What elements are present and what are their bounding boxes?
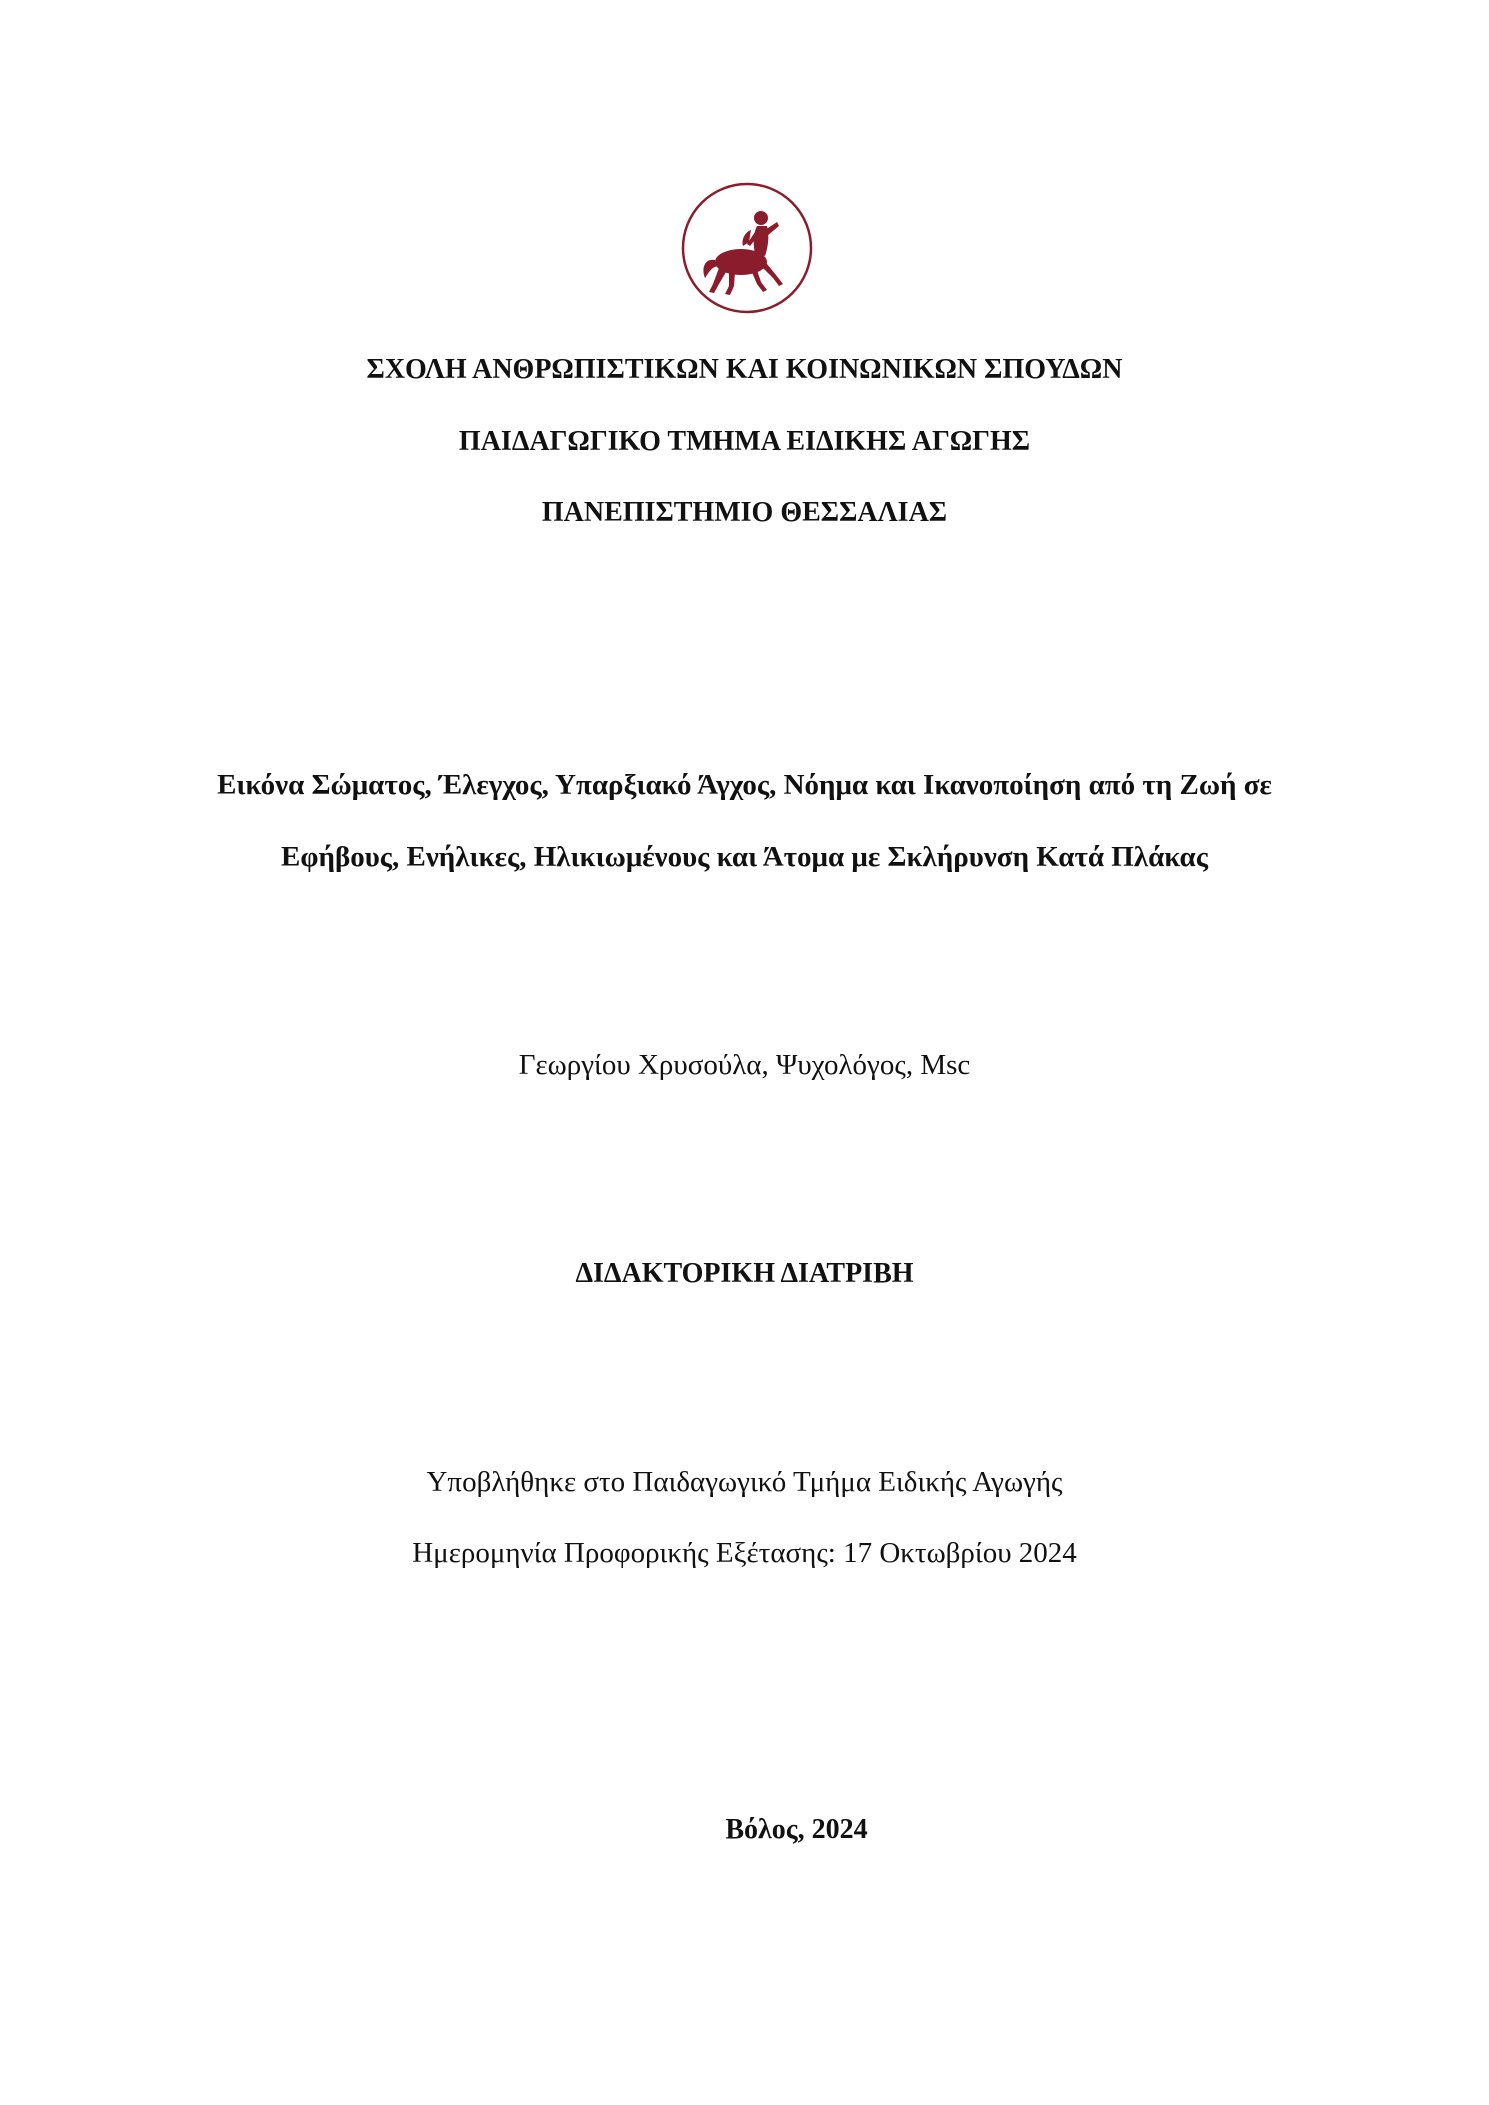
school-name: ΣΧΟΛΗ ΑΝΘΡΩΠΙΣΤΙΚΩΝ ΚΑΙ ΚΟΙΝΩΝΙΚΩΝ ΣΠΟΥΔΩΝ [366, 354, 1123, 385]
author-line: Γεωργίου Χρυσούλα, Ψυχολόγος, Msc [518, 1049, 971, 1081]
thesis-type: ΔΙΔΑΚΤΟΡΙΚΗ ΔΙΑΤΡΙΒΗ [575, 1258, 914, 1289]
place-year-line: Βόλος, 2024 [725, 1814, 868, 1845]
submitted-to-line: Υποβλήθηκε στο Παιδαγωγικό Τμήμα Ειδικής Αγωγής [426, 1466, 1063, 1498]
university-name: ΠΑΝΕΠΙΣΤΗΜΙΟ ΘΕΣΣΑΛΙΑΣ [541, 497, 948, 528]
thesis-title-line-2: Εφήβους, Ενήλικες, Ηλικιωμένους και Άτομα με Σκλήρυνση Κατά Πλάκας [281, 841, 1208, 873]
university-logo-icon [679, 180, 815, 316]
exam-date-line: Ημερομηνία Προφορικής Εξέτασης: 17 Οκτωβρίου 2024 [412, 1537, 1077, 1569]
department-name: ΠΑΙΔΑΓΩΓΙΚΟ ΤΜΗΜΑ ΕΙΔΙΚΗΣ ΑΓΩΓΗΣ [458, 426, 1031, 457]
thesis-title-line-1: Εικόνα Σώματος, Έλεγχος, Υπαρξιακό Άγχος, Νόημα και Ικανοποίηση από τη Ζωή σε [217, 769, 1272, 801]
